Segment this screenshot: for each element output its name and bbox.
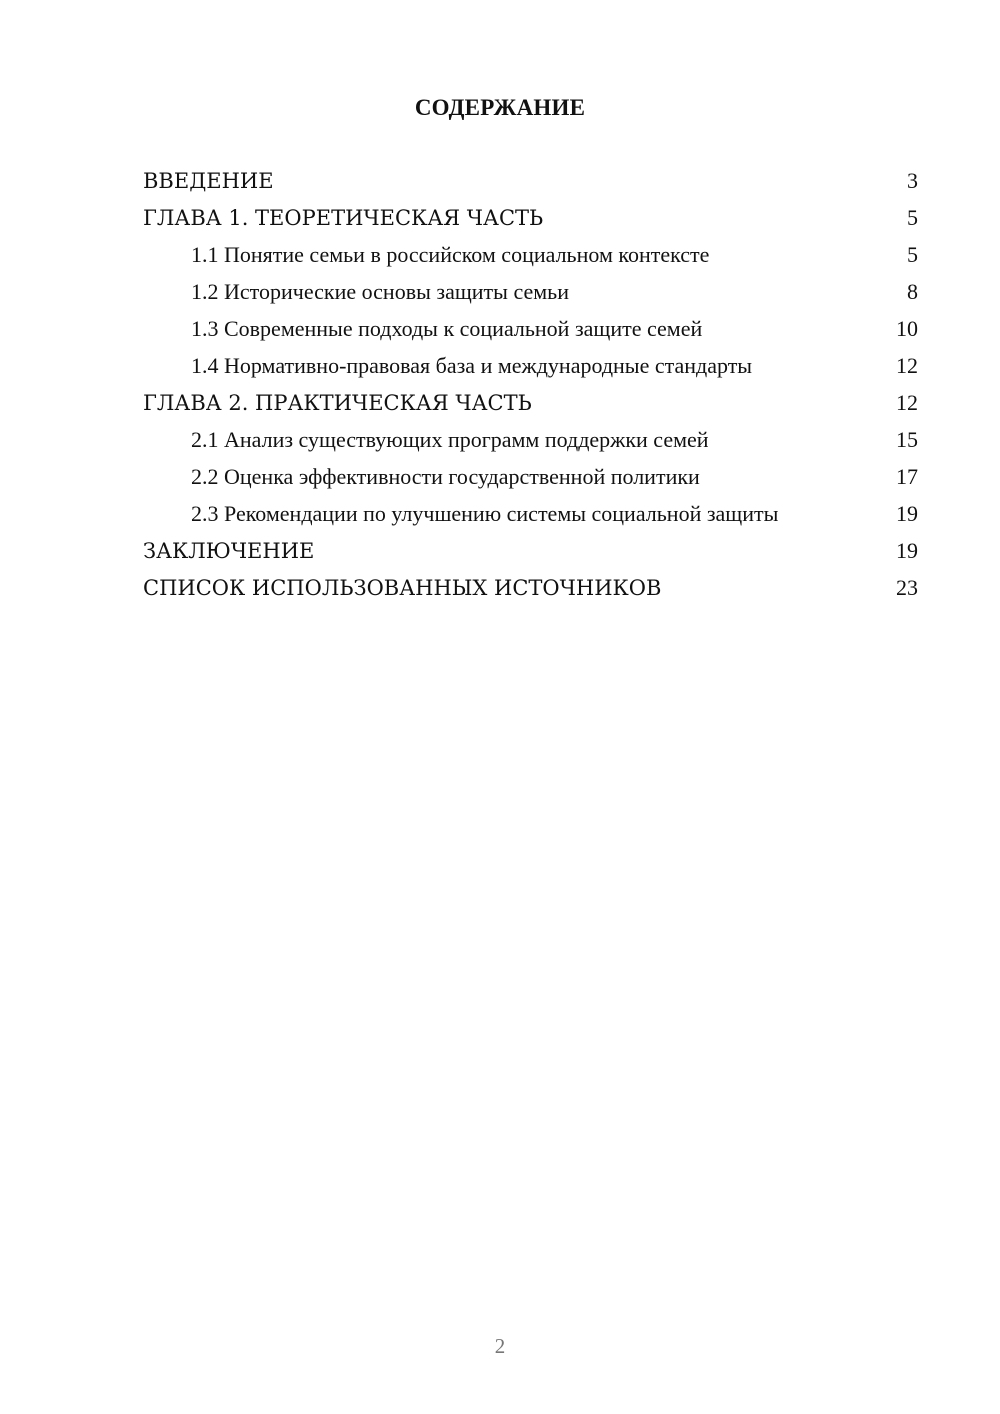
toc-entry-page: 12 xyxy=(896,390,918,415)
toc-entry-label: 2.2 Оценка эффективности государственной политики xyxy=(191,464,700,489)
toc-entry-chapter-2[interactable] xyxy=(143,390,918,417)
toc-entry-label: 2.1 Анализ существующих программ поддержки семей xyxy=(191,427,709,452)
toc-entry-page: 10 xyxy=(896,316,918,341)
toc-entry-label: ЗАКЛЮЧЕНИЕ xyxy=(143,539,315,563)
toc-entry-introduction[interactable] xyxy=(143,168,918,195)
toc-entry-label: 1.4 Нормативно-правовая база и международные стандарты xyxy=(191,353,753,378)
toc-entry-page: 5 xyxy=(907,205,918,230)
toc-entry-section-1-3[interactable] xyxy=(143,316,918,343)
page-number: 2 xyxy=(494,1334,506,1358)
toc-entry-page: 19 xyxy=(896,538,918,563)
toc-entry-page: 15 xyxy=(896,427,918,452)
toc-entry-chapter-1[interactable] xyxy=(143,205,918,232)
toc-entry-page: 17 xyxy=(896,464,918,489)
toc-entry-label: 1.2 Исторические основы защиты семьи xyxy=(191,279,569,304)
toc-entry-conclusion[interactable] xyxy=(143,538,918,565)
toc-entry-page: 8 xyxy=(907,279,918,304)
toc-entry-section-1-2[interactable] xyxy=(143,279,918,306)
toc-entry-label: ГЛАВА 2. ПРАКТИЧЕСКАЯ ЧАСТЬ xyxy=(143,391,532,415)
toc-entry-section-2-3[interactable] xyxy=(143,501,918,528)
toc-entry-page: 19 xyxy=(896,501,918,526)
toc-entry-section-1-1[interactable] xyxy=(143,242,918,269)
toc-entry-label: ГЛАВА 1. ТЕОРЕТИЧЕСКАЯ ЧАСТЬ xyxy=(143,206,544,230)
page-title: СОДЕРЖАНИЕ xyxy=(414,95,586,120)
toc-entry-label: СПИСОК ИСПОЛЬЗОВАННЫХ ИСТОЧНИКОВ xyxy=(143,576,662,600)
toc-entry-page: 23 xyxy=(896,575,918,600)
toc-entry-label: 2.3 Рекомендации по улучшению системы социальной защиты xyxy=(191,501,779,526)
toc-entry-section-1-4[interactable] xyxy=(143,353,918,380)
toc-entry-page: 3 xyxy=(907,168,918,193)
toc-entry-label: ВВЕДЕНИЕ xyxy=(143,169,274,193)
toc-entry-references[interactable] xyxy=(143,575,918,602)
toc-entry-section-2-2[interactable] xyxy=(143,464,918,491)
toc-entry-section-2-1[interactable] xyxy=(143,427,918,454)
toc-entry-label: 1.1 Понятие семьи в российском социальном контексте xyxy=(191,242,710,267)
table-of-contents xyxy=(143,168,918,612)
toc-entry-page: 12 xyxy=(896,353,918,378)
toc-entry-label: 1.3 Современные подходы к социальной защите семей xyxy=(191,316,703,341)
toc-entry-page: 5 xyxy=(907,242,918,267)
